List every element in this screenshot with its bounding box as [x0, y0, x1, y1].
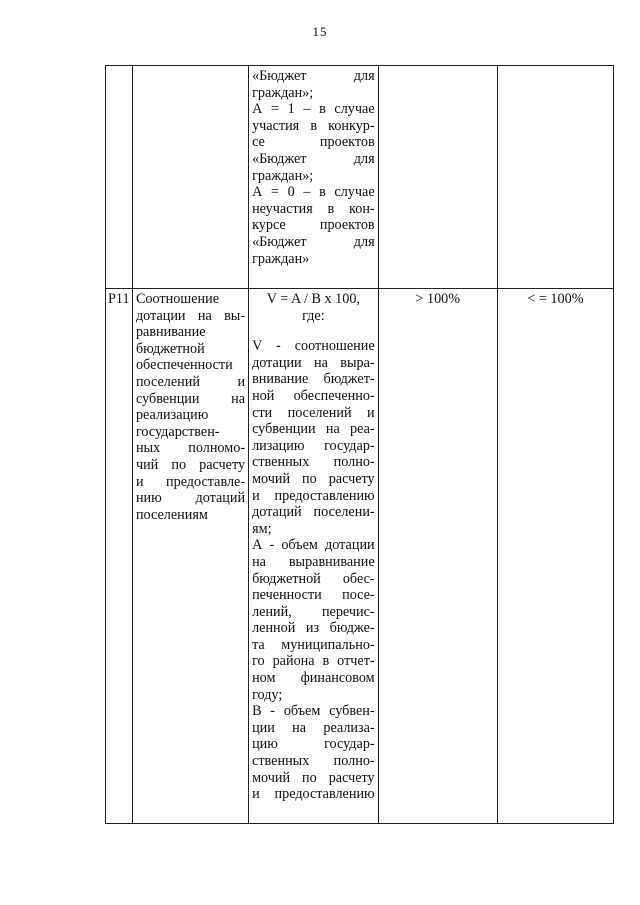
indicator-name-line: Соотношение [135, 291, 220, 307]
high-value: > 100% [415, 291, 461, 307]
name-cell [132, 66, 248, 289]
low-value-cell [497, 66, 613, 289]
high-value-cell [378, 66, 497, 289]
formula-cell [249, 66, 379, 289]
formula-line: дотаций поселени- [252, 504, 375, 521]
formula-line: лизацию государ- [252, 437, 375, 454]
indicator-name-line: субвенции на [135, 390, 246, 407]
formula-line: неучастия в кон- [252, 200, 375, 217]
formula-line: мочий по расчету [252, 470, 375, 487]
indicator-name-line: обеспеченности [135, 357, 233, 374]
table-row-continued [106, 66, 614, 289]
indicator-name-line: и предоставле- [135, 473, 246, 490]
indicator-name-cell [132, 289, 248, 824]
formula-line: бюджетной обес- [252, 570, 375, 587]
formula-line: А = 1 – в случае [252, 101, 375, 118]
formula-line: «Бюджет для [252, 233, 375, 250]
formula-where: где: [302, 307, 325, 324]
indicator-name-line: нию дотаций [135, 490, 246, 507]
indicator-name [136, 291, 245, 523]
formula-line: V - соотношение [252, 338, 375, 355]
indicator-name-line: реализацию [135, 407, 209, 424]
indicator-name-line: поселений и [135, 373, 246, 390]
formula-line: ной обеспеченно- [252, 387, 375, 404]
formula-line: сти поселений и [252, 404, 375, 421]
formula-title: V = A / B x 100, [266, 291, 360, 307]
code-cell [106, 66, 133, 289]
formula-line: граждан»; [252, 167, 314, 184]
formula-line: и предоставлению [252, 786, 375, 803]
formula-line: на выравнивание [252, 553, 375, 570]
formula-line: «Бюджет для [252, 68, 375, 84]
formula-line: ственных полно- [252, 753, 375, 770]
high-value-cell [378, 289, 497, 824]
formula-line: ном финансовом [252, 670, 375, 687]
formula-line: го района в отчет- [252, 653, 375, 670]
formula-line: вниваниe бюджет- [252, 371, 375, 388]
indicator-table [105, 65, 614, 824]
low-value: < = 100% [527, 291, 584, 307]
formula-line: А = 0 – в случае [252, 184, 375, 201]
indicator-name-line: поселениям [135, 506, 208, 523]
low-value-cell [497, 289, 613, 824]
formula-line: году; [252, 686, 283, 703]
formula-line: субвенции на реа- [252, 421, 375, 438]
formula-line: цию государ- [252, 736, 375, 753]
indicator-name-line: бюджетной [135, 340, 205, 357]
formula-line: «Бюджет для [252, 150, 375, 167]
formula-line: и предоставлению [252, 487, 375, 504]
table-row-p11 [106, 289, 614, 824]
indicator-name-line: дотации на вы- [135, 307, 246, 324]
formula-line: А - объем дотации [252, 537, 375, 554]
formula-description [252, 338, 375, 803]
indicator-name-line: чий по расчету [135, 456, 246, 473]
indicator-name-line: государствен- [135, 423, 220, 440]
formula-line: ленной из бюдже- [252, 620, 375, 637]
formula-cell [249, 289, 379, 824]
formula-line: дотации на выра- [252, 354, 375, 371]
page-number: 15 [312, 24, 328, 39]
formula-line: лений, перечис- [252, 603, 375, 620]
indicator-name-line: равнивание [135, 324, 206, 341]
formula-line: та муниципально- [252, 636, 375, 653]
formula-line: В - объем субвен- [252, 703, 375, 720]
formula-line: ственных полно- [252, 454, 375, 471]
formula-line: участия в конкур- [252, 117, 375, 134]
formula-line: курсе проектов [252, 217, 375, 234]
formula-line: печенности посе- [252, 587, 375, 604]
formula-line: граждан» [252, 250, 310, 267]
formula-line: мочий по расчету [252, 769, 375, 786]
indicator-name-line: ных полномо- [135, 440, 246, 457]
formula-text [252, 68, 375, 267]
formula-line: ции на реализа- [252, 719, 375, 736]
formula-line: граждан»; [252, 84, 314, 101]
indicator-code: Р11 [106, 289, 133, 824]
formula-line: се проектов [252, 134, 375, 151]
formula-line: ям; [252, 520, 272, 537]
